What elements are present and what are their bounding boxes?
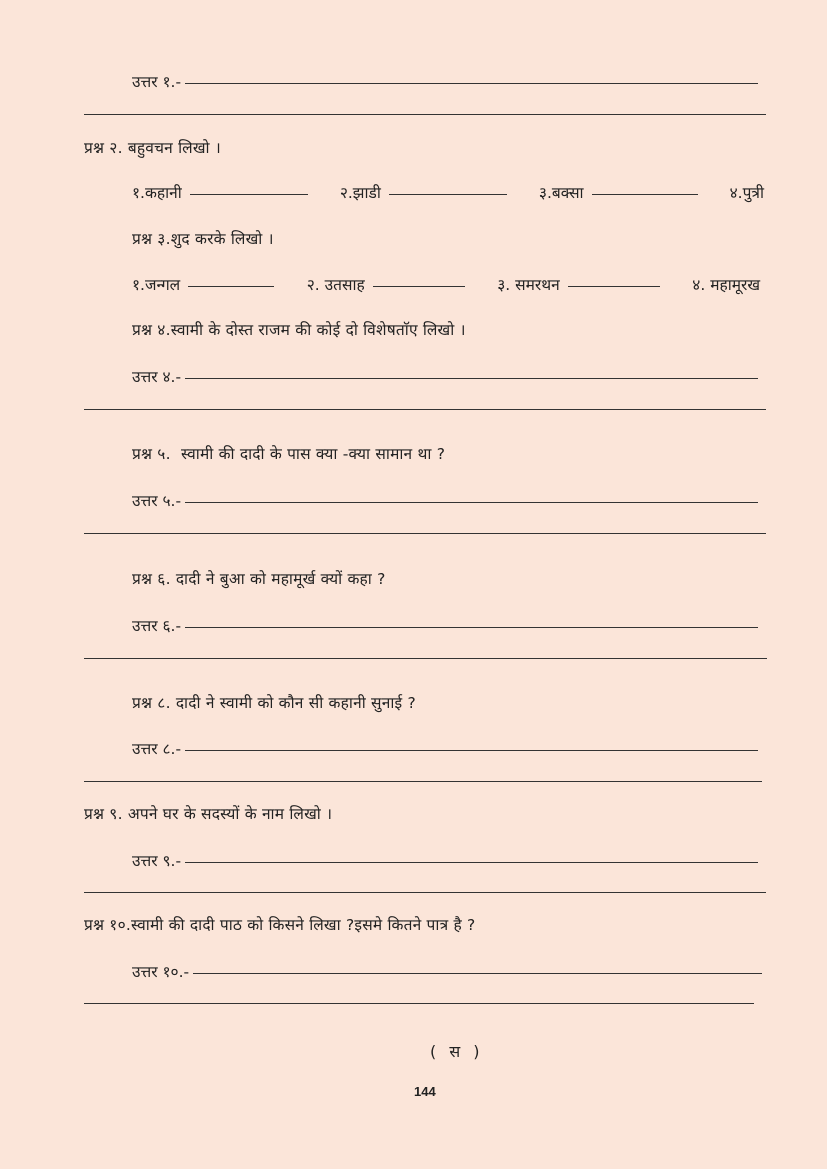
plural-word-2: २.झाडी bbox=[339, 184, 381, 202]
correction-blank-2[interactable] bbox=[373, 286, 465, 287]
answer-4-blank[interactable] bbox=[185, 378, 758, 379]
correction-blank-3[interactable] bbox=[568, 286, 660, 287]
answer-9-row bbox=[132, 851, 762, 871]
answer-5-blank-line-2[interactable] bbox=[84, 533, 766, 534]
answer-5-label: उत्तर ५.- bbox=[132, 492, 182, 510]
question-3: प्रश्न ३.शुद करके लिखो । bbox=[132, 230, 274, 248]
answer-8-blank[interactable] bbox=[185, 750, 758, 751]
question-6: प्रश्न ६. दादी ने बुआ को महामूर्ख क्यों कहा ? bbox=[132, 570, 386, 588]
correction-word-4: ४. महामूरख bbox=[692, 276, 760, 294]
answer-8-row bbox=[132, 739, 762, 759]
answer-5-row bbox=[132, 491, 762, 511]
answer-1-row bbox=[132, 72, 762, 92]
answer-10-blank[interactable] bbox=[193, 973, 762, 974]
plural-word-4: ४.पुत्री bbox=[729, 184, 764, 202]
question-9: प्रश्न ९. अपने घर के सदस्यों के नाम लिखो । bbox=[84, 805, 333, 823]
answer-9-blank[interactable] bbox=[185, 862, 758, 863]
plural-word-1: १.कहानी bbox=[132, 184, 182, 202]
answer-4-blank-line-2[interactable] bbox=[84, 409, 766, 410]
answer-1-label: उत्तर १.- bbox=[132, 73, 182, 91]
question-4: प्रश्न ४.स्वामी के दोस्त राजम की कोई दो विशेषताॅए लिखो । bbox=[132, 321, 466, 339]
plural-item-3 bbox=[539, 183, 706, 203]
correction-item-2 bbox=[307, 275, 473, 295]
answer-6-blank-line-2[interactable] bbox=[84, 658, 767, 659]
correction-row bbox=[132, 275, 760, 295]
plural-word-3: ३.बक्सा bbox=[538, 184, 584, 202]
question-5: प्रश्न ५. स्वामी की दादी के पास क्या -क्या सामान था ? bbox=[132, 445, 446, 463]
correction-blank-1[interactable] bbox=[188, 286, 274, 287]
plural-blank-3[interactable] bbox=[592, 194, 698, 195]
plural-blank-1[interactable] bbox=[190, 194, 308, 195]
page-number: 144 bbox=[414, 1084, 436, 1099]
answer-6-blank[interactable] bbox=[185, 627, 758, 628]
plural-item-2 bbox=[340, 183, 515, 203]
answer-6-label: उत्तर ६.- bbox=[132, 617, 182, 635]
answer-1-blank-line-2[interactable] bbox=[84, 114, 766, 115]
plural-row bbox=[132, 183, 764, 203]
correction-item-4 bbox=[692, 275, 760, 295]
answer-10-label: उत्तर १०.- bbox=[132, 963, 190, 981]
answer-9-label: उत्तर ९.- bbox=[132, 852, 182, 870]
answer-6-row bbox=[132, 616, 762, 636]
answer-4-row bbox=[132, 367, 762, 387]
answer-8-label: उत्तर ८.- bbox=[132, 740, 182, 758]
answer-10-blank-line-2[interactable] bbox=[84, 1003, 754, 1004]
answer-1-blank[interactable] bbox=[185, 83, 758, 84]
correction-word-2: २. उतसाह bbox=[306, 276, 365, 294]
answer-4-label: उत्तर ४.- bbox=[132, 368, 182, 386]
question-10: प्रश्न १०.स्वामी की दादी पाठ को किसने लिखा ?इसमे कितने पात्र है ? bbox=[84, 916, 476, 934]
plural-blank-2[interactable] bbox=[389, 194, 507, 195]
answer-10-row bbox=[132, 962, 766, 982]
correction-word-3: ३. समरथन bbox=[497, 276, 560, 294]
section-label: ( स ) bbox=[430, 1042, 484, 1061]
answer-9-blank-line-2[interactable] bbox=[84, 892, 766, 893]
correction-item-3 bbox=[497, 275, 668, 295]
plural-item-4 bbox=[730, 183, 764, 203]
answer-8-blank-line-2[interactable] bbox=[84, 781, 762, 782]
plural-item-1 bbox=[132, 183, 316, 203]
question-8: प्रश्न ८. दादी ने स्वामी को कौन सी कहानी सुनाई ? bbox=[132, 694, 416, 712]
question-2: प्रश्न २. बहुवचन लिखो । bbox=[84, 139, 221, 157]
answer-5-blank[interactable] bbox=[185, 502, 758, 503]
correction-item-1 bbox=[132, 275, 282, 295]
correction-word-1: १.जन्गल bbox=[132, 276, 181, 294]
